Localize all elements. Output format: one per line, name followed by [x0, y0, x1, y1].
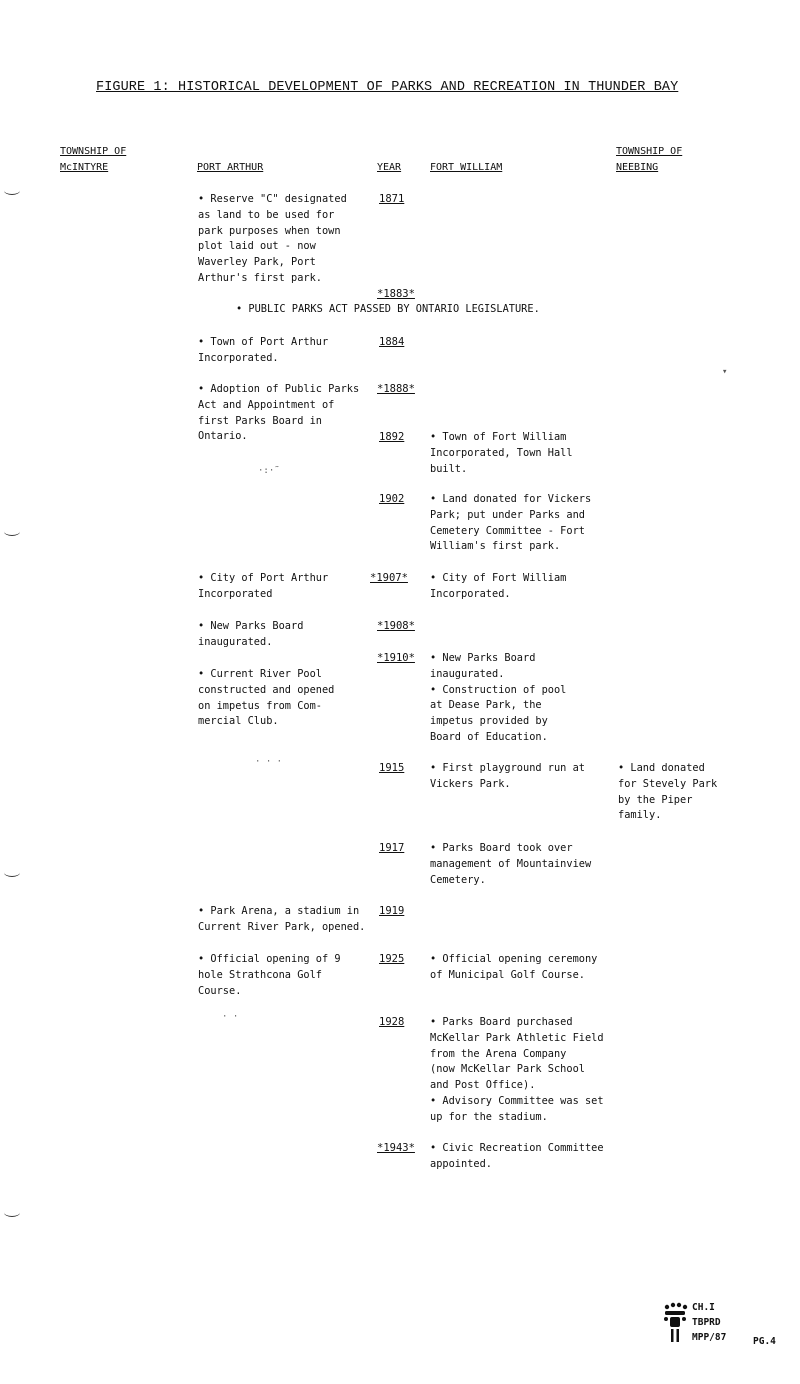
- fort-william-entry-1902: • Land donated for Vickers Park; put under Parks and Cemetery Committee - Fort William's first park.: [430, 493, 592, 553]
- port-arthur-entry-1925: • Official opening of 9 hole Strathcona Golf Course.: [198, 953, 341, 997]
- header-mcintyre-line2: McINTYRE: [60, 162, 109, 173]
- port-arthur-entry-1871: • Reserve "C" designated as land to be used for park purposes when town plot laid out - now Waverley Park, Port Arthur's first park.: [198, 193, 347, 284]
- header-township-neebing: [616, 144, 682, 176]
- port-arthur-entry-1884: • Town of Port Arthur Incorporated.: [198, 336, 329, 364]
- port-arthur-entry-1907: • City of Port Arthur Incorporated: [198, 572, 329, 600]
- header-township-mcintyre: [60, 144, 126, 176]
- header-year: YEAR: [377, 162, 402, 173]
- port-arthur-entry-1919: • Park Arena, a stadium in Current River Park, opened.: [198, 905, 366, 933]
- year-1907: *1907*: [370, 572, 408, 584]
- year-1902: 1902: [379, 493, 405, 505]
- year-1943: *1943*: [377, 1142, 415, 1154]
- binder-mark: [4, 186, 20, 195]
- year-1871: 1871: [379, 193, 405, 205]
- scan-speck: ·:·˜: [258, 466, 280, 476]
- year-1908: *1908*: [377, 620, 415, 632]
- binder-mark: [4, 527, 20, 536]
- year-1915: 1915: [379, 762, 405, 774]
- page-number: PG.4: [753, 1336, 776, 1347]
- fort-william-entry-1917: • Parks Board took over management of Mountainview Cemetery.: [430, 842, 592, 886]
- year-1892: 1892: [379, 431, 405, 443]
- year-1925: 1925: [379, 953, 405, 965]
- header-neebing-line1: TOWNSHIP OF: [616, 146, 683, 157]
- binder-mark: [4, 868, 20, 877]
- fort-william-entry-1915: • First playground run at Vickers Park.: [430, 762, 585, 790]
- public-parks-act-notice: • PUBLIC PARKS ACT PASSED BY ONTARIO LEGISLATURE.: [236, 303, 540, 315]
- binder-mark: [4, 1208, 20, 1217]
- port-arthur-entry-1908: • New Parks Board inaugurated.: [198, 620, 304, 648]
- header-neebing-line2: NEEBING: [616, 162, 659, 173]
- neebing-entry-1915: • Land donated for Stevely Park by the Piper family.: [618, 762, 718, 822]
- header-fort-william: FORT WILLIAM: [430, 162, 503, 173]
- fort-william-entry-1907: • City of Fort William Incorporated.: [430, 572, 567, 600]
- fort-william-entry-1925: • Official opening ceremony of Municipal Golf Course.: [430, 953, 598, 981]
- scan-speck: · · ·: [255, 757, 283, 767]
- footer-code: CH.I TBPRD MPP/87: [692, 1302, 727, 1343]
- scan-speck: ▾: [722, 367, 728, 377]
- year-1917: 1917: [379, 842, 405, 854]
- tbprd-logo-icon: [662, 1302, 688, 1344]
- fort-william-entry-1910: • New Parks Board inaugurated. • Construction of pool at Dease Park, the impetus provided by Board of Education.: [430, 652, 567, 743]
- year-1919: 1919: [379, 905, 405, 917]
- year-1928: 1928: [379, 1016, 405, 1028]
- year-1883: *1883*: [377, 288, 415, 300]
- fort-william-entry-1892: • Town of Fort William Incorporated, Town Hall built.: [430, 431, 573, 475]
- year-1884: 1884: [379, 336, 405, 348]
- year-1888: *1888*: [377, 383, 415, 395]
- fort-william-entry-1928: • Parks Board purchased McKellar Park Athletic Field from the Arena Company (now McKellar Park School and Post Office). • Advisory Committee was set up for the stadium.: [430, 1016, 604, 1123]
- header-mcintyre-line1: TOWNSHIP OF: [60, 146, 127, 157]
- port-arthur-entry-1888: • Adoption of Public Parks Act and Appointment of first Parks Board in Ontario.: [198, 383, 360, 443]
- figure-title: FIGURE 1: HISTORICAL DEVELOPMENT OF PARKS AND RECREATION IN THUNDER BAY: [96, 80, 679, 95]
- fort-william-entry-1943: • Civic Recreation Committee appointed.: [430, 1142, 604, 1170]
- year-1910: *1910*: [377, 652, 415, 664]
- header-port-arthur: PORT ARTHUR: [197, 162, 264, 173]
- scan-speck: · ·: [222, 1012, 239, 1022]
- port-arthur-entry-1910: • Current River Pool constructed and opened on impetus from Com- mercial Club.: [198, 668, 335, 728]
